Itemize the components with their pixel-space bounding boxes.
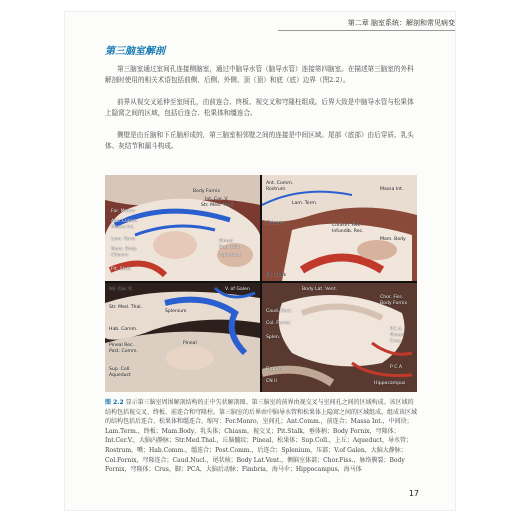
label-d-pca-lower: P C A [390, 365, 403, 370]
label-int-cer-v: Int. Cer. V. [205, 197, 229, 202]
label-pineal: Pineal [219, 239, 233, 244]
anatomy-figure [105, 175, 417, 392]
book-page [65, 12, 455, 510]
label-c-int-cer-v: Int. Cer. V. [109, 287, 133, 292]
label-d-pca-upper: P.C.A. [390, 327, 403, 332]
label-lam-term: Lam. Term. [111, 237, 137, 242]
paragraph-3: 侧壁是由丘脑和下丘脑形成的，第三脑室相邻壁之间的连接是中间区域。尾部（底部）由后穿质、乳头体、灰结节和漏斗构成。 [105, 131, 414, 150]
label-d-body-fornix: Body Fornix [380, 301, 408, 306]
running-header [348, 18, 455, 28]
label-b-infundib-rec: Infundib. Rec. [332, 229, 364, 234]
figure-panel-a [105, 175, 260, 281]
label-b-lam-term: Lam. Term. [292, 201, 318, 206]
label-c-v-of-galen: V. of Galen [225, 287, 250, 292]
label-b-ant-comm: Ant. Comm. [266, 181, 294, 186]
paragraph-1: 第三脑室通过室间孔连接侧脑室，通过中脑导水管（脑导水管）连接第四脑室。在描述第三脑室的外科解剖时使用的相关术语包括前侧、后侧、外侧、顶（顶）和底（底）边界（图2.2）。 [105, 65, 414, 84]
label-c-pineal: Pineal [183, 341, 197, 346]
label-aqueduct: Aqueduct [219, 253, 241, 258]
label-d-body-lat-vent: Body Lat. Vent. [302, 287, 337, 292]
label-b-rostrum: Rostrum [266, 187, 286, 192]
figure-number: 图 2.2 [105, 399, 124, 406]
label-b-pit-stalk: Pit. Stalk [266, 273, 287, 278]
label-massa-int: Massa Int. [111, 225, 135, 230]
label-for-monro: For. Monro [111, 209, 135, 214]
label-d-hippocampus: Hippocampus [374, 381, 406, 386]
label-d-chor-fiss: Chor. Fiss. [380, 295, 404, 300]
label-d-col-fornix: Col. Fornix [266, 321, 291, 326]
figure-caption-text: 显示第三脑室周围解剖结构的正中矢状解剖图。第三脑室的前界由视交叉与室间孔之间的区域构成。该区域的结构包括视交叉、终板、前连合和穹隆柱。第三脑室的后界由中脑导水管和松果体上隐窝之间的区域组成。组成该区域的结构包括后连合、松果体和缰连合。缩写：For.Monro，室间孔；Ant.Comm.，前连合；Massa Int.，中间块；Lam.Term.，终板；Mam.Body，乳头体；Chiasm，视交叉；Pit.Stalk，垂体柄；Body Fornix，穹隆体；Int.Cer.V.，大脑内静脉；Str.Med.Thal.，丘脑髓纹；Pineal，松果体；Sup.Coll.，上丘；Aqueduct，导水管；Rostrum，嘴；Hab.Comm.，缰连合；Post.Comm.，后连合；Splenium，压部；V.of Galen，大脑大静脉；Col.Fornix，穹隆连合；Caud.Nucl.，尾状核；Body Lat.Vent.，侧脑室体部；Chor.Fiss.，脉络膜裂；Body Fornix，穹隆体；Crus，脚；PCA，大脑后动脉；Fimbria，海马伞；Hippocampus，海马体 [105, 399, 418, 474]
label-c-hab-comm: Hab. Comm. [109, 327, 138, 332]
label-b-massa-int: Massa Int. [380, 187, 404, 192]
label-body-fornix: Body Fornix [193, 189, 221, 194]
label-mam-body: Mam. Body [111, 247, 137, 252]
label-c-splenium: Splenium [165, 309, 187, 314]
figure-panel-b [262, 175, 417, 281]
label-c-aqueduct: Aqueduct [109, 373, 131, 378]
label-d-caud-nucl: Caud. Nucl. [266, 309, 293, 314]
label-c-sup-coll: Sup. Coll. [109, 367, 131, 372]
figure-panel-d [262, 283, 417, 392]
label-c-pineal-rec: Pineal Rec. [109, 343, 135, 348]
label-d-crus: Crus [390, 339, 401, 344]
label-str-med-thal: Str. Med. Thal. [201, 203, 234, 208]
section-title: 第三脑室解剖 [105, 46, 165, 57]
label-d-splen: Splen. [266, 335, 281, 340]
chapter-header-text: 第二章 脑室系统：解剖和常见病变 [347, 19, 455, 27]
label-ant-comm: Ant. Comm. [111, 219, 139, 224]
label-c-post-comm: Post. Comm. [109, 349, 138, 354]
label-d-pineal: Pineal [390, 333, 404, 338]
paragraph-2: 前界从视交叉延伸至室间孔，由前连合、终板、视交叉和穹隆柱组成。后界大致是中脑导水管与松果体上隐窝之间的区域，包括后连合、松果体和缰连合。 [105, 98, 414, 117]
figure-caption [105, 398, 417, 475]
label-sup-coll: Sup. Coll. [219, 245, 241, 250]
label-b-chiasm: Chiasm [266, 221, 284, 226]
figure-panel-c [105, 283, 260, 392]
label-d-cn-ii: CN II [266, 379, 277, 384]
label-b-chiasm-rec: Chiasm. Rec. [332, 223, 362, 228]
label-b-mam-body: Mam. Body [380, 237, 406, 242]
label-chiasm: Chiasm [111, 253, 129, 258]
label-pit-stalk: Pit. Stalk [111, 267, 132, 272]
page-number: 17 [408, 489, 419, 498]
label-c-str-med-thal: Str. Med. Thal. [109, 305, 142, 310]
header-rule [278, 30, 455, 31]
label-d-fimbria: Fimbria [266, 367, 283, 372]
